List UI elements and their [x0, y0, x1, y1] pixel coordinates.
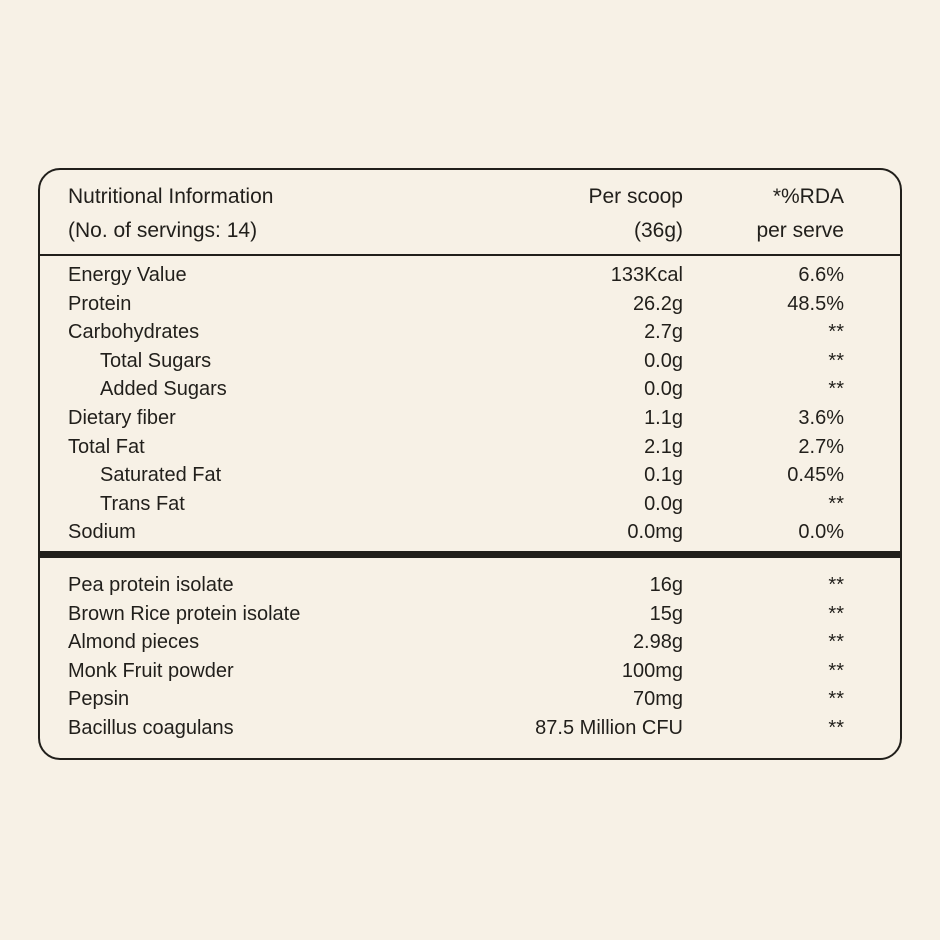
row-label: Added Sugars [100, 378, 227, 401]
table-row [68, 490, 844, 519]
row-rda: 0.45% [787, 464, 844, 487]
row-label: Trans Fat [100, 492, 185, 515]
row-value: 2.7g [644, 321, 683, 344]
row-value: 0.0g [644, 378, 683, 401]
rda-label: *%RDA [772, 185, 844, 208]
header-per-scoop-column [588, 180, 683, 248]
row-rda: ** [828, 492, 844, 515]
row-label: Sodium [68, 521, 136, 544]
row-value: 0.0g [644, 349, 683, 372]
row-rda: ** [828, 631, 844, 654]
row-value: 0.0mg [627, 521, 683, 544]
per-scoop-label: Per scoop [588, 185, 683, 208]
row-label: Pepsin [68, 688, 130, 711]
row-rda: 0.0% [798, 521, 844, 544]
table-header [40, 170, 900, 256]
row-value: 70mg [632, 688, 683, 711]
servings-note: (No. of servings: 14) [68, 219, 258, 242]
rda-sub-label: per serve [756, 219, 844, 242]
row-value: 0.0g [644, 492, 683, 515]
row-label: Carbohydrates [68, 321, 200, 344]
table-row [68, 714, 844, 743]
row-label: Bacillus coagulans [68, 716, 234, 739]
nutrition-label-panel [38, 168, 902, 760]
row-label: Total Sugars [100, 349, 212, 372]
row-rda: 3.6% [798, 406, 844, 429]
row-rda: ** [828, 688, 844, 711]
row-rda: 2.7% [798, 435, 844, 458]
table-row [68, 657, 844, 686]
row-rda: ** [828, 321, 844, 344]
row-value: 16g [649, 573, 683, 596]
row-rda: ** [828, 659, 844, 682]
table-row [68, 600, 844, 629]
row-label: Saturated Fat [100, 464, 222, 487]
table-row [68, 433, 844, 462]
row-value: 15g [649, 602, 683, 625]
row-value: 26.2g [632, 292, 683, 315]
section-divider [40, 551, 900, 558]
table-row [68, 461, 844, 490]
row-value: 87.5 Million CFU [535, 716, 683, 739]
table-row [68, 375, 844, 404]
row-rda: ** [828, 716, 844, 739]
row-label: Total Fat [68, 435, 145, 458]
table-row [68, 685, 844, 714]
table-row [68, 347, 844, 376]
row-label: Protein [68, 292, 132, 315]
table-row [68, 290, 844, 319]
scoop-size-label: (36g) [633, 219, 683, 242]
ingredients-section [40, 558, 900, 756]
row-value: 133Kcal [610, 264, 683, 286]
row-rda: ** [828, 573, 844, 596]
row-value: 2.98g [632, 631, 683, 654]
table-row [68, 404, 844, 433]
row-label: Almond pieces [68, 631, 200, 654]
row-label: Brown Rice protein isolate [68, 602, 301, 625]
row-rda: ** [828, 602, 844, 625]
header-title-column [68, 180, 588, 248]
row-value: 0.1g [644, 464, 683, 487]
table-title: Nutritional Information [68, 185, 274, 208]
row-rda: 6.6% [798, 264, 844, 286]
table-row [68, 628, 844, 657]
row-rda: 48.5% [787, 292, 844, 315]
row-label: Pea protein isolate [68, 573, 234, 596]
table-row [68, 318, 844, 347]
row-label: Energy Value [68, 264, 187, 286]
row-label: Monk Fruit powder [68, 659, 234, 682]
row-rda: ** [828, 349, 844, 372]
table-row [68, 571, 844, 600]
table-row [68, 261, 844, 290]
row-value: 2.1g [644, 435, 683, 458]
row-label: Dietary fiber [68, 406, 176, 429]
nutrients-section [40, 256, 900, 551]
row-rda: ** [828, 378, 844, 401]
row-value: 100mg [621, 659, 683, 682]
row-value: 1.1g [644, 406, 683, 429]
header-rda-column [683, 180, 844, 248]
table-row [68, 518, 844, 547]
